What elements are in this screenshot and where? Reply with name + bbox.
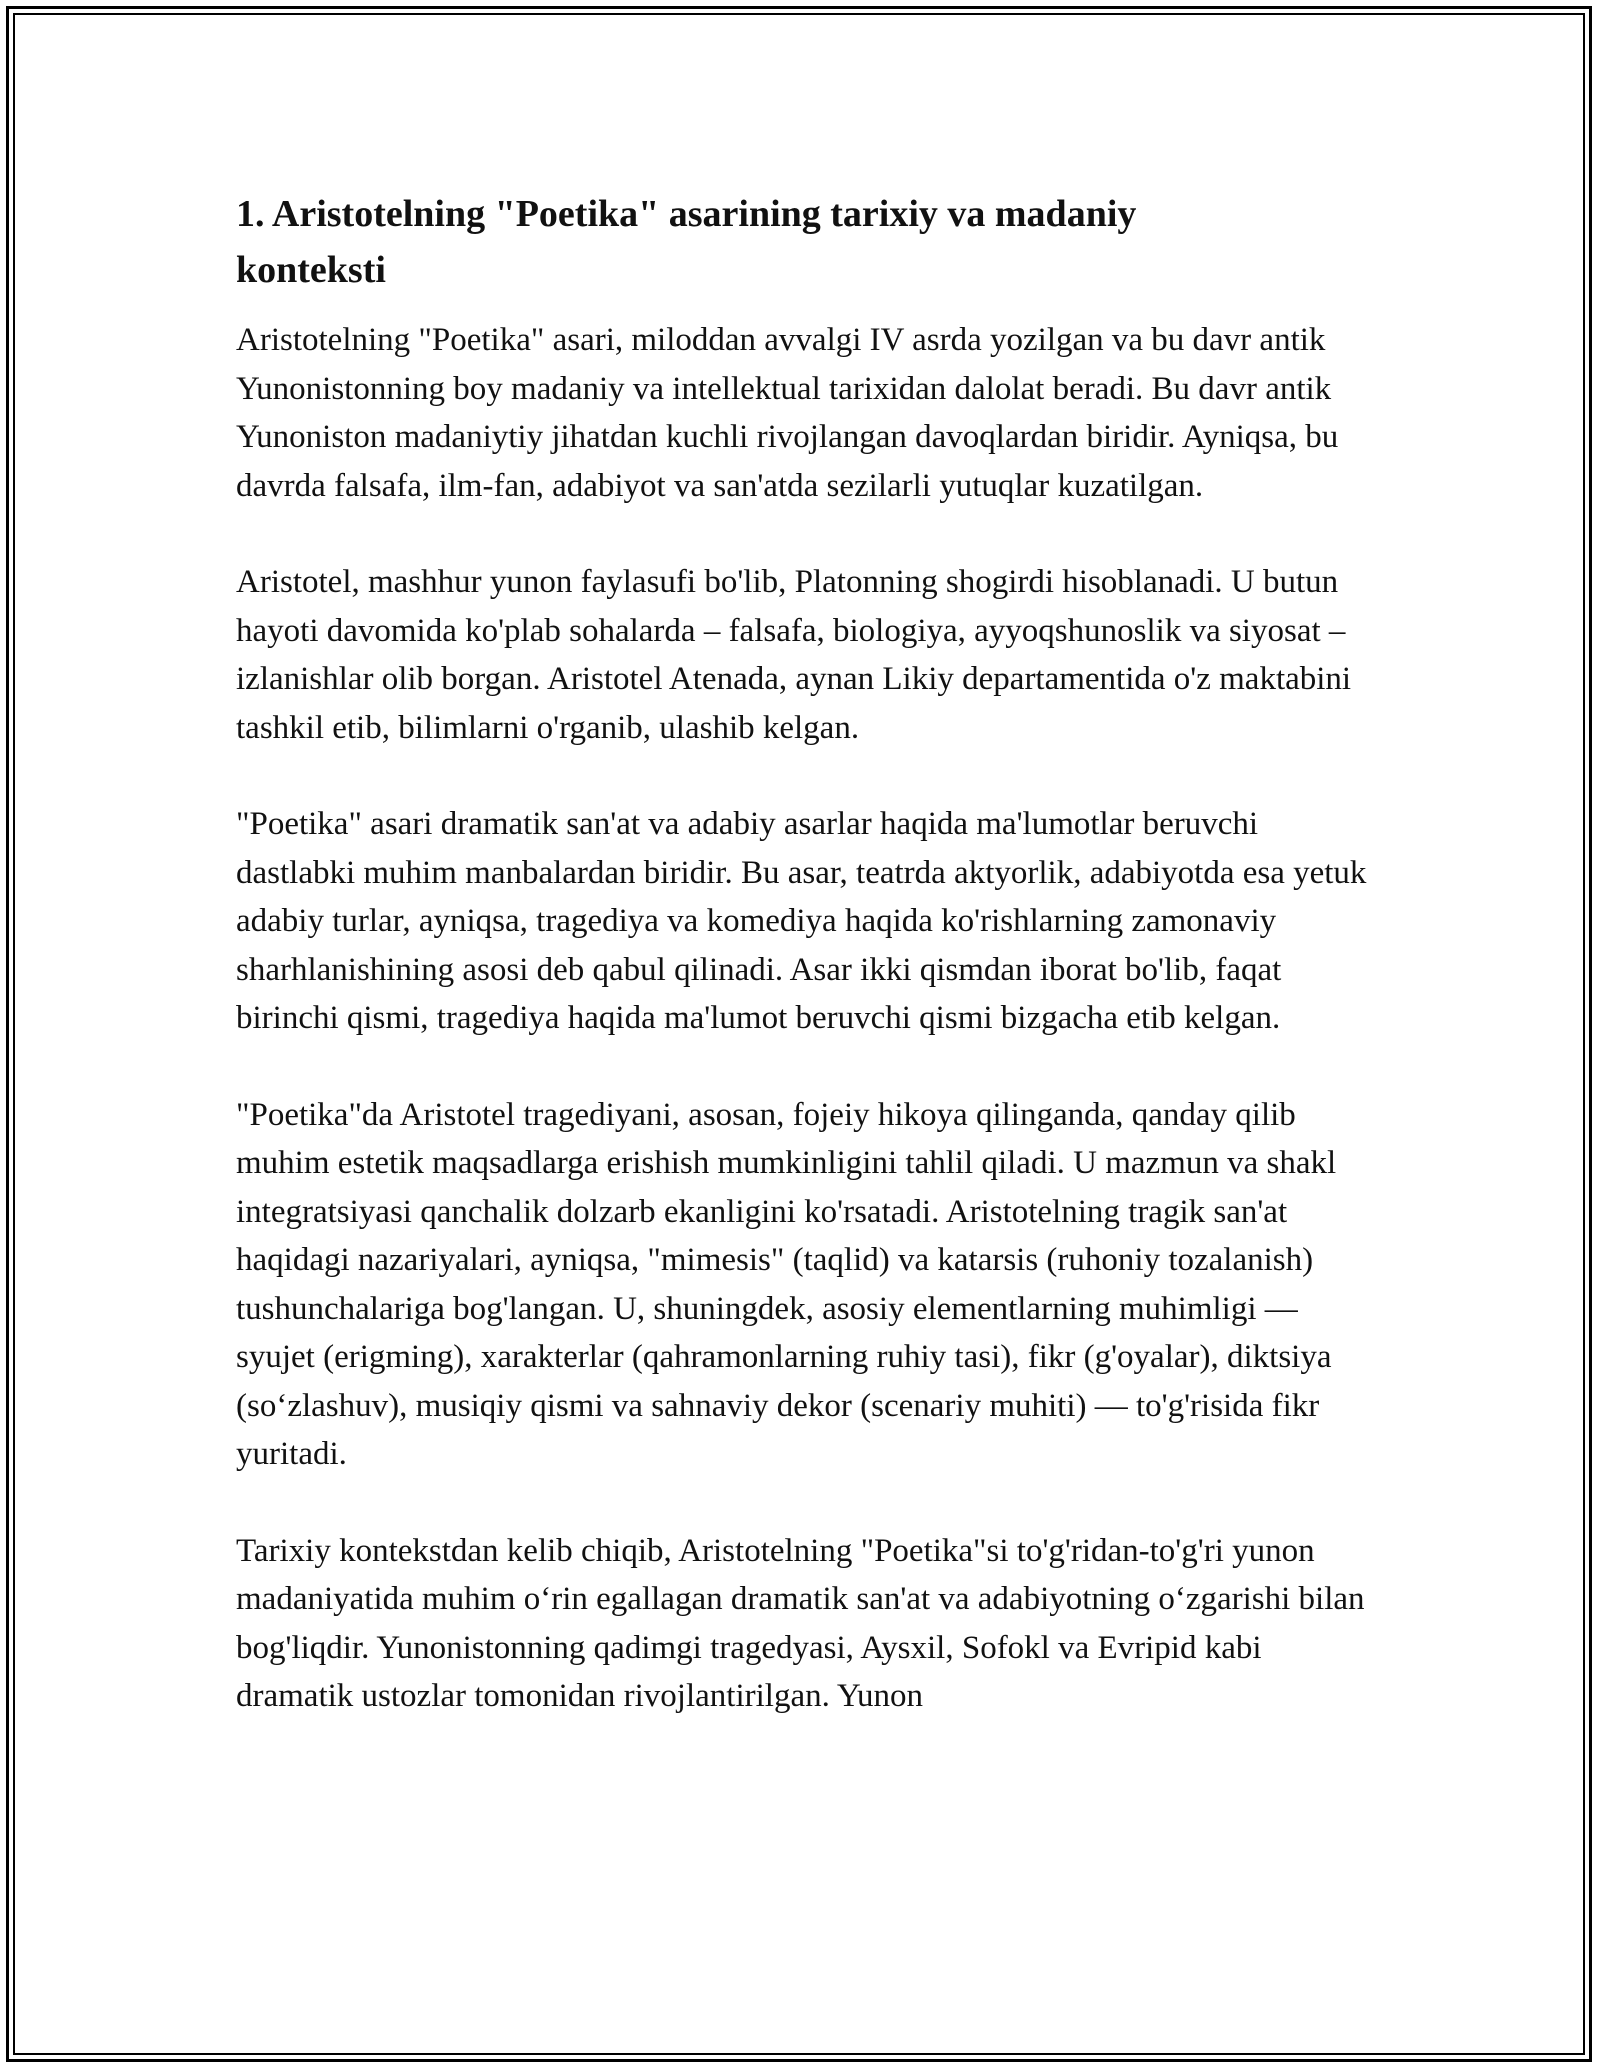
paragraph-1: Aristotelning "Poetika" asari, miloddan avvalgi IV asrda yozilgan va bu davr antik Yunonistonning boy madaniy va intellektual tarixidan dalolat beradi. Bu davr antik Yunoniston madaniytiy jihatdan kuchli rivojlangan davoqlardan biridir. Ayniqsa, bu davrda falsafa, ilm-fan, adabiyot va san'atda sezilarli yutuqlar kuzatilgan. [236, 322, 1339, 504]
paragraph-2: Aristotel, mashhur yunon faylasufi bo'lib, Platonning shogirdi hisoblanadi. U butun hayoti davomida ko'plab sohalarda – falsafa, biologiya, ayyoqshunoslik va siyosat – izlanishlar olib borgan. Aristotel Atenada, aynan Likiy departamentida o'z maktabini tashkil etib, bilimlarni o'rganib, ulashib kelgan. [236, 564, 1352, 746]
section-heading: 1. Aristotelning "Poetika" asarining tarixiy va madaniy konteksti [236, 193, 1137, 291]
paragraph-5: Tarixiy kontekstdan kelib chiqib, Aristotelning "Poetika"si to'g'ridan-to'g'ri yunon madaniyatida muhim o‘rin egallagan dramatik san'at va adabiyotning o‘zgarishi bilan bog'liqdir. Yunonistonning qadimgi tragedyasi, Aysxil, Sofokl va Evripid kabi dramatik ustozlar tomonidan rivojlantirilgan. Yunon [236, 1532, 1365, 1714]
paragraph-3: "Poetika" asari dramatik san'at va adabiy asarlar haqida ma'lumotlar beruvchi dastlabki muhim manbalardan biridir. Bu asar, teatrda aktyorlik, adabiyotda esa yetuk adabiy turlar, ayniqsa, tragediya va komediya haqida ko'rishlarning zamonaviy sharhlanishining asosi deb qabul qilinadi. Asar ikki qismdan iborat bo'lib, faqat birinchi qismi, tragediya haqida ma'lumot beruvchi qismi bizgacha etib kelgan. [236, 806, 1367, 1036]
document-body [236, 186, 1376, 1769]
paragraph-4: "Poetika"da Aristotel tragediyani, asosan, fojeiy hikoya qilinganda, qanday qilib muhim estetik maqsadlarga erishish mumkinligini tahlil qiladi. U mazmun va shakl integratsiyasi qanchalik dolzarb ekanligini ko'rsatadi. Aristotelning tragik san'at haqidagi nazariyalari, ayniqsa, "mimesis" (taqlid) va katarsis (ruhoniy tozalanish) tushunchalariga bog'langan. U, shuningdek, asosiy elementlarning muhimligi — syujet (erigming), xarakterlar (qahramonlarning ruhiy tasi), fikr (g'oyalar), diktsiya (so‘zlashuv), musiqiy qismi va sahnaviy dekor (scenariy muhiti) — to'g'risida fikr yuritadi. [236, 1096, 1337, 1472]
